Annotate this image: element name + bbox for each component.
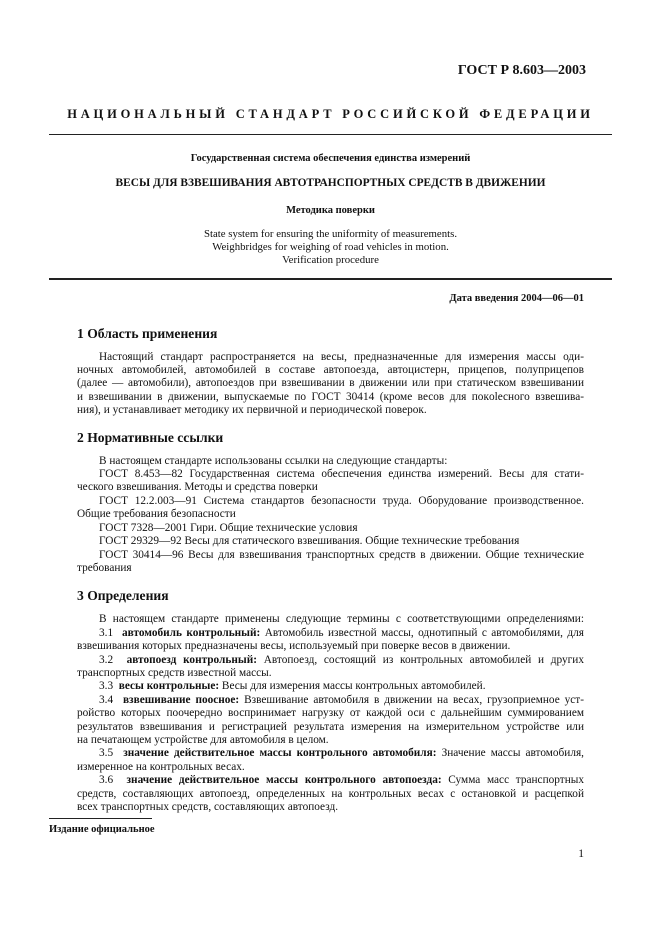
definition-term: взвешивание поосное: xyxy=(122,693,240,706)
definition-item xyxy=(77,627,584,640)
text-line: ния), и устанавливает методику их первичной и периодической поверок. xyxy=(77,404,427,417)
text-line: Настоящий стандарт распространяется на весы, предназначенные для измерения массы оди- xyxy=(99,350,584,363)
reference-line: ГОСТ 12.2.003—91 Система стандартов безопасности труда. Оборудование производственное. xyxy=(99,494,584,507)
definition-term: значение действительное массы контрольного автопоезда: xyxy=(126,774,442,787)
text-line: В настоящем стандарте использованы ссылки на следующие стандарты: xyxy=(99,454,448,467)
text-line: В настоящем стандарте применены следующие термины с соответствующими определениями: xyxy=(99,613,584,626)
reference-line: ГОСТ 7328—2001 Гири. Общие технические условия xyxy=(99,521,358,534)
document-title: ВЕСЫ ДЛЯ ВЗВЕШИВАНИЯ АВТОТРАНСПОРТНЫХ СРЕДСТВ В ДВИЖЕНИИ xyxy=(115,177,546,190)
document-subtitle: Методика поверки xyxy=(286,204,375,216)
footer-divider xyxy=(49,818,152,819)
definition-item xyxy=(77,747,584,760)
definition-text: Сумма масс транспортных xyxy=(441,774,584,787)
definition-text: Значение массы автомобиля, xyxy=(436,747,585,760)
reference-line: ГОСТ 8.453—82 Государственная система обеспечения единства измерений. Весы для стати- xyxy=(99,468,584,481)
definition-text-line: транспортных средств известной массы. xyxy=(77,666,272,679)
national-standard-banner: НАЦИОНАЛЬНЫЙ СТАНДАРТ РОССИЙСКОЙ ФЕДЕРАЦИИ xyxy=(67,107,594,121)
page-number: 1 xyxy=(578,848,584,860)
definition-number: 3.3 xyxy=(99,680,114,693)
definition-item xyxy=(77,694,584,707)
reference-line: Общие требования безопасности xyxy=(77,508,236,521)
system-title: Государственная система обеспечения единства измерений xyxy=(190,153,471,164)
definition-number: 3.4 xyxy=(99,693,114,706)
definition-number: 3.6 xyxy=(99,774,114,787)
reference-line: ГОСТ 29329—92 Весы для статического взвешивания. Общие технические требования xyxy=(99,535,520,548)
definition-text-line: всех транспортных средств, составляющих автопоезд. xyxy=(77,801,339,813)
definition-item xyxy=(77,654,584,667)
definition-text: Взвешивание автомобиля в движении на весах, грузоприемное уст- xyxy=(239,693,584,706)
english-title-line: Verification procedure xyxy=(282,254,379,267)
english-title-line: Weighbridges for weighing of road vehicles in motion. xyxy=(212,241,449,254)
text-line: ночных автомобилей, автомобилей в составе автопоезда, автоцистерн, прицепов, полуприцепов xyxy=(77,364,584,377)
definition-item xyxy=(77,680,584,693)
official-edition-label: Издание официальное xyxy=(49,824,155,835)
section-heading: 3 Определения xyxy=(77,588,169,604)
text-line: и взвешивании в движении, выпускаемые по ГОСТ 30414 (кроме весов для покolесного взвешива- xyxy=(77,390,584,403)
effective-date: Дата введения 2004—06—01 xyxy=(449,293,584,305)
definition-item xyxy=(77,774,584,787)
definition-term: весы контрольные: xyxy=(118,680,220,693)
english-title-line: State system for ensuring the uniformity of measurements. xyxy=(203,228,458,241)
definition-text-line: результатов взвешивания и регистрацией результата измерения на измерительном устройстве или xyxy=(77,720,584,733)
standard-designation: ГОСТ Р 8.603—2003 xyxy=(457,63,586,78)
definition-text: Автомобиль известной массы, однотипный с автомобилями, для xyxy=(260,626,584,639)
reference-line: требования xyxy=(77,561,132,574)
references-list xyxy=(77,455,584,576)
definition-text-line: на печатающем устройстве для автомобиля в целом. xyxy=(77,733,329,746)
definition-text-line: ройство которых поочередно воспринимает нагрузку от каждой оси с дальнейшим суммированием xyxy=(77,707,584,720)
section-heading: 2 Нормативные ссылки xyxy=(77,429,224,445)
reference-line: ческого взвешивания. Методы и средства поверки xyxy=(77,481,318,494)
definition-text-line: средств, составляющих автопоезд, определенных на контрольных весах с остановкой и расцепкой xyxy=(77,787,584,800)
definition-text-line: измеренное на контрольных весах. xyxy=(77,760,245,773)
definition-term: автопоезд контрольный: xyxy=(126,653,257,666)
scope-paragraph xyxy=(77,351,584,418)
definition-term: значение действительное массы контрольного автомобиля: xyxy=(123,747,437,760)
definition-text: Весы для измерения массы контрольных автомобилей. xyxy=(219,680,486,693)
definition-text-line: взвешивания которых предназначены весы, используемый при поверке весов в движении. xyxy=(77,640,511,653)
definition-term: автомобиль контрольный: xyxy=(121,626,261,639)
section-heading: 1 Область применения xyxy=(77,325,218,341)
definition-number: 3.5 xyxy=(99,747,114,760)
definition-number: 3.2 xyxy=(99,653,114,666)
text-line: (далее — автомобили), автопоездов при взвешивании в движении или при статическом взвешивании xyxy=(77,377,584,390)
title-divider xyxy=(49,278,612,280)
definitions-list xyxy=(77,613,584,814)
english-title xyxy=(77,228,584,267)
reference-line: ГОСТ 30414—96 Весы для взвешивания транспортных средств в движении. Общие технические xyxy=(99,548,584,561)
definition-text: Автопоезд, состоящий из контрольных автомобилей и других xyxy=(256,653,584,666)
definition-number: 3.1 xyxy=(99,626,114,639)
definitions xyxy=(77,627,584,815)
header-divider xyxy=(49,134,612,135)
